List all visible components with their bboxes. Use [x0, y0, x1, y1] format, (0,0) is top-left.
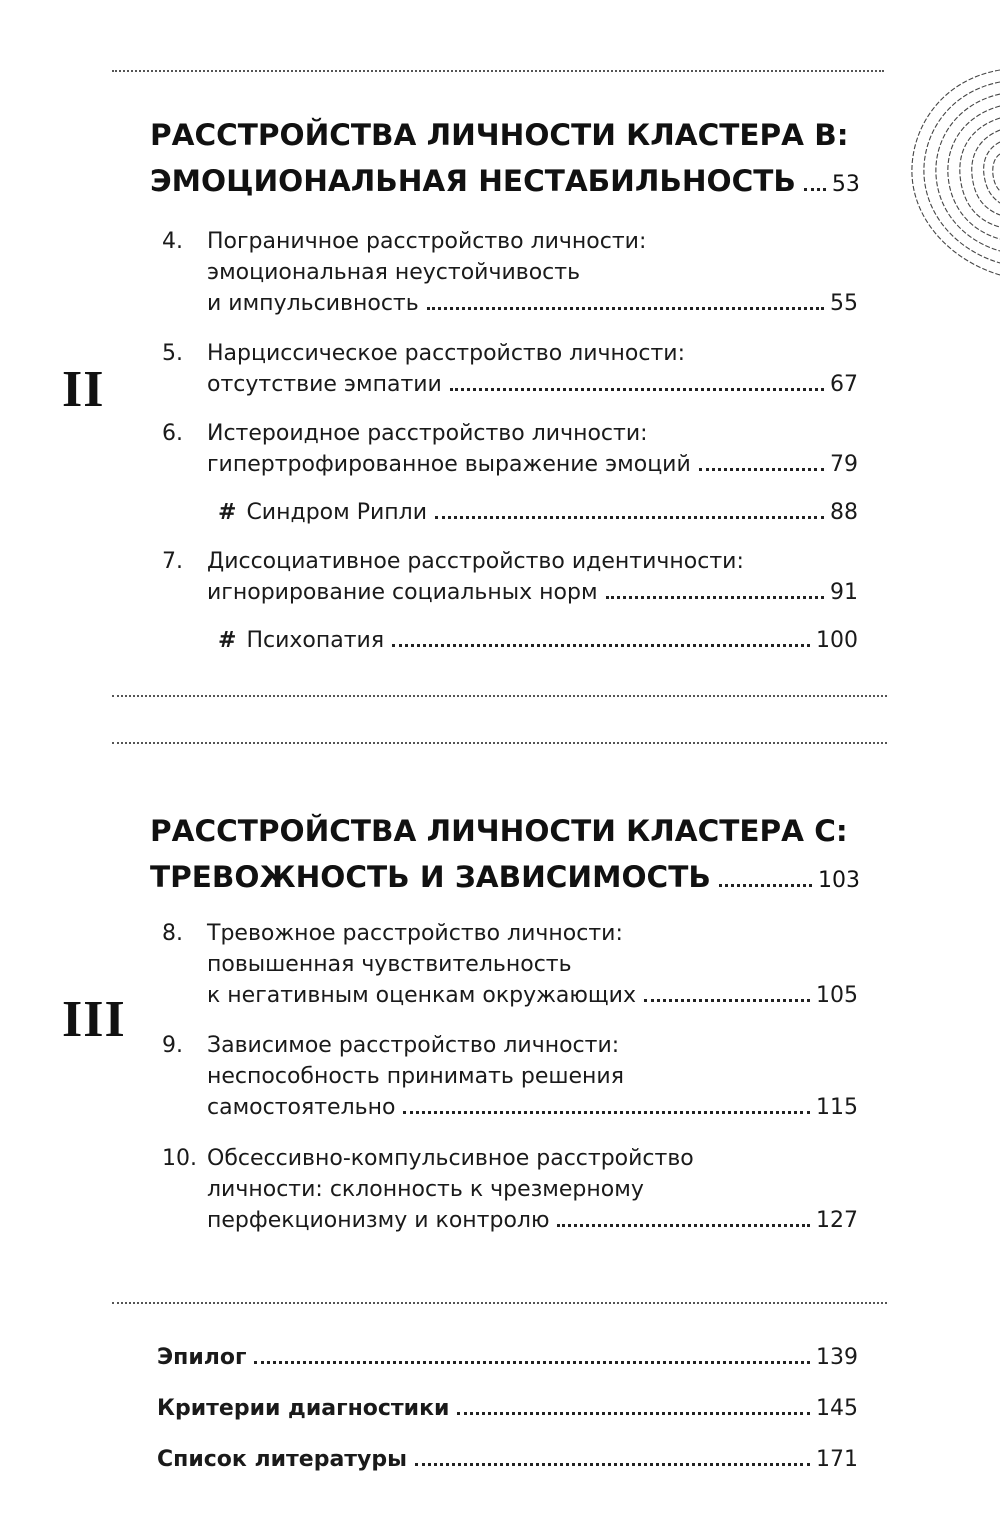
dot-leader: [699, 468, 824, 471]
chapter-title-line: Зависимое расстройство личности:: [207, 1033, 620, 1058]
section-title: Синдром Рипли: [246, 500, 428, 525]
hash-icon: #: [218, 500, 237, 525]
page-number: 79: [830, 452, 858, 477]
toc-chapter[interactable]: [162, 918, 858, 1011]
chapter-title-line: и импульсивность: [207, 291, 419, 316]
page-number: 127: [816, 1208, 858, 1233]
dot-leader: [450, 388, 824, 391]
divider: [112, 742, 887, 744]
page-number: 105: [816, 983, 858, 1008]
page-number: 171: [816, 1447, 858, 1472]
divider: [112, 1302, 887, 1304]
section-title: Психопатия: [246, 628, 385, 653]
page-number: 91: [830, 580, 858, 605]
endmatter-title: Эпилог: [157, 1345, 247, 1370]
page-number: 139: [816, 1345, 858, 1370]
chapter-title-line: перфекционизму и контролю: [207, 1208, 550, 1233]
divider: [112, 695, 887, 697]
part-number: II: [62, 361, 105, 418]
page-number: 55: [830, 291, 858, 316]
chapter-title-line: повышенная чувствительность: [207, 952, 572, 977]
part-title[interactable]: [150, 808, 860, 904]
page-number: 145: [816, 1396, 858, 1421]
endmatter-title: Критерии диагностики: [157, 1396, 450, 1421]
chapter-title-line: Нарциссическое расстройство личности:: [207, 341, 685, 366]
chapter-title-line: Тревожное расстройство личности:: [207, 921, 623, 946]
dot-leader: [435, 516, 824, 519]
fingerprint-icon: [900, 60, 1000, 290]
page-number: 67: [830, 372, 858, 397]
dot-leader: [457, 1412, 810, 1415]
chapter-title-line: личности: склонность к чрезмерному: [207, 1177, 644, 1202]
page-number: 53: [831, 172, 860, 197]
dot-leader: [427, 307, 824, 310]
endmatter-title: Список литературы: [157, 1447, 408, 1472]
toc-chapter[interactable]: [162, 418, 858, 480]
toc-endmatter-item[interactable]: [157, 1342, 858, 1373]
page-number: 103: [818, 868, 860, 893]
chapter-title-line: к негативным оценкам окружающих: [207, 983, 636, 1008]
toc-section[interactable]: [218, 497, 858, 528]
chapter-title-line: Диссоциативное расстройство идентичности:: [207, 549, 744, 574]
dot-leader: [392, 644, 810, 647]
chapter-number: 7.: [162, 549, 183, 574]
part-title-line: РАССТРОЙСТВА ЛИЧНОСТИ КЛАСТЕРА C:: [150, 814, 848, 848]
chapter-title-line: гипертрофированное выражение эмоций: [207, 452, 691, 477]
chapter-title-line: отсутствие эмпатии: [207, 372, 442, 397]
toc-chapter[interactable]: [162, 226, 858, 319]
chapter-number: 6.: [162, 421, 183, 446]
dot-leader: [415, 1463, 810, 1466]
dot-leader: [719, 884, 812, 887]
toc-endmatter-item[interactable]: [157, 1444, 858, 1475]
chapter-number: 9.: [162, 1033, 183, 1058]
dot-leader: [403, 1111, 810, 1114]
dot-leader: [254, 1361, 810, 1364]
toc-chapter[interactable]: [162, 1030, 858, 1123]
chapter-title-line: неспособность принимать решения: [207, 1064, 624, 1089]
dot-leader: [644, 999, 810, 1002]
chapter-title-line: игнорирование социальных норм: [207, 580, 598, 605]
chapter-title-line: эмоциональная неустойчивость: [207, 260, 581, 285]
part-title-line: РАССТРОЙСТВА ЛИЧНОСТИ КЛАСТЕРА B:: [150, 118, 849, 152]
toc-endmatter-item[interactable]: [157, 1393, 858, 1424]
part-title-line: ТРЕВОЖНОСТЬ И ЗАВИСИМОСТЬ: [150, 860, 711, 894]
part-title[interactable]: [150, 112, 860, 208]
dot-leader: [606, 596, 824, 599]
toc-section[interactable]: [218, 625, 858, 656]
page-number: 100: [816, 628, 858, 653]
hash-icon: #: [218, 628, 237, 653]
toc-chapter[interactable]: [162, 1143, 858, 1236]
part-number: III: [62, 991, 126, 1048]
page-number: 88: [830, 500, 858, 525]
toc-chapter[interactable]: [162, 546, 858, 608]
chapter-number: 5.: [162, 341, 183, 366]
chapter-title-line: самостоятельно: [207, 1095, 396, 1120]
divider: [112, 70, 884, 72]
dot-leader: [804, 188, 826, 191]
chapter-title-line: Обсессивно-компульсивное расстройство: [207, 1146, 694, 1171]
chapter-title-line: Истероидное расстройство личности:: [207, 421, 648, 446]
page-number: 115: [816, 1095, 858, 1120]
chapter-number: 8.: [162, 921, 183, 946]
dot-leader: [557, 1224, 810, 1227]
toc-chapter[interactable]: [162, 338, 858, 400]
chapter-number: 10.: [162, 1146, 197, 1171]
chapter-number: 4.: [162, 229, 183, 254]
chapter-title-line: Пограничное расстройство личности:: [207, 229, 647, 254]
part-title-line: ЭМОЦИОНАЛЬНАЯ НЕСТАБИЛЬНОСТЬ: [150, 164, 796, 198]
